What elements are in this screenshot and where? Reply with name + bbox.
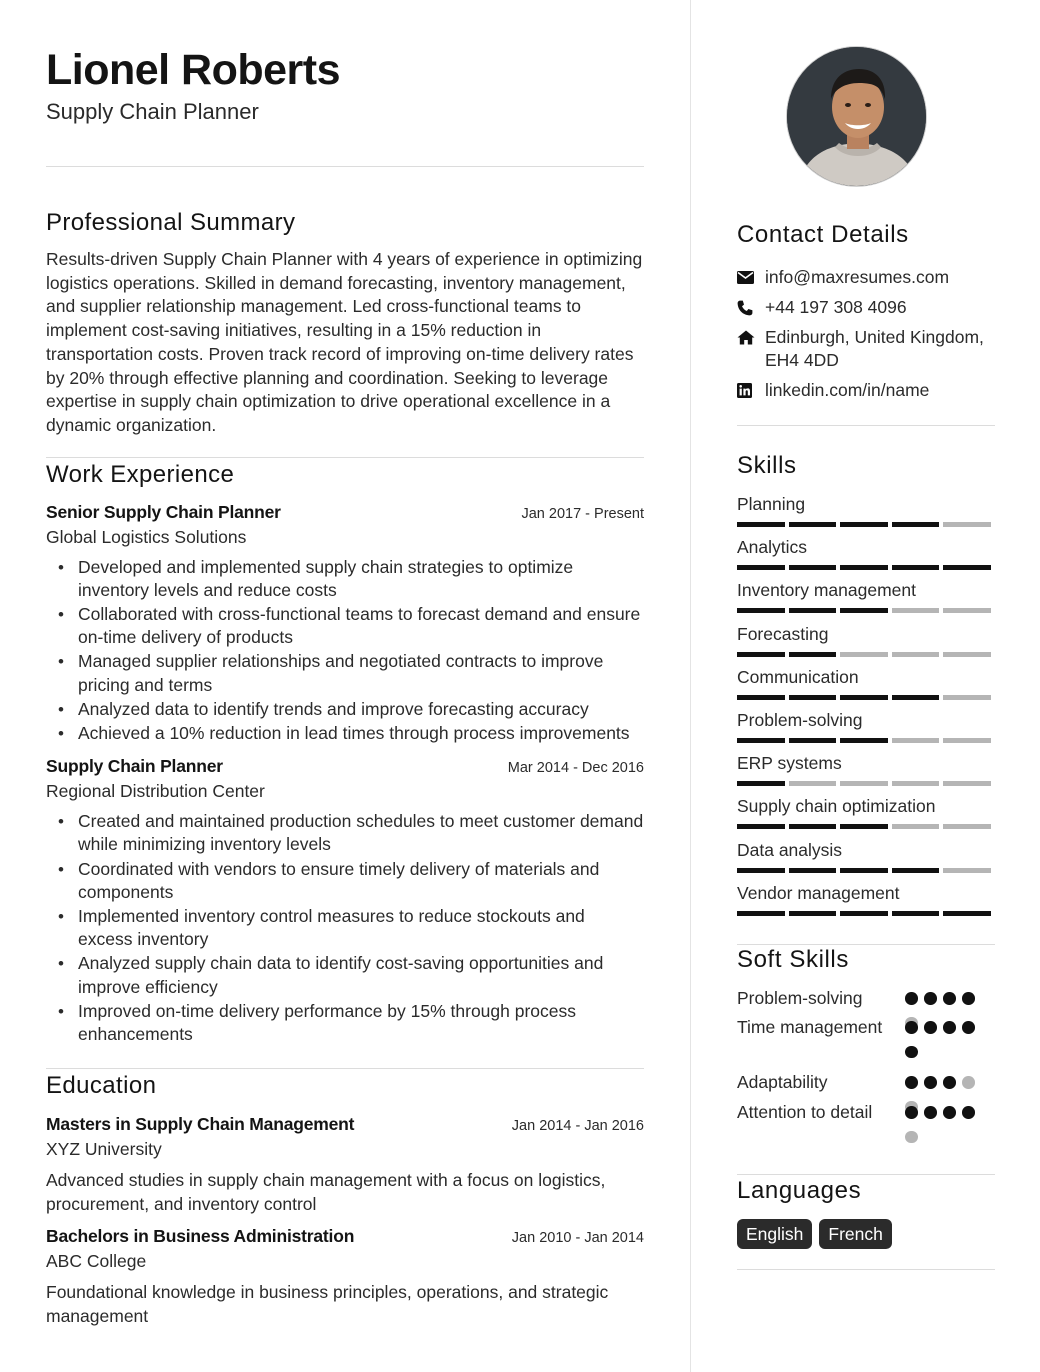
skill-name: Data analysis (737, 839, 843, 860)
bullet-item: • Created and maintained production schedules to meet customer demand while minimizing inventory levels (46, 810, 644, 857)
rating-dot (943, 1021, 956, 1034)
soft-skill-item (737, 1101, 995, 1151)
skill-item (737, 666, 995, 709)
skill-name: Supply chain optimization (737, 796, 936, 817)
skill-level-segment (943, 695, 991, 700)
skill-level-segment (943, 738, 991, 743)
rating-dot (905, 1076, 918, 1089)
job-bullets (46, 810, 644, 1046)
skill-item (737, 493, 995, 536)
skill-name: ERP systems (737, 753, 842, 774)
envelope-icon (737, 266, 765, 289)
bullet-item: • Analyzed data to identify trends and improve forecasting accuracy (46, 698, 644, 721)
skill-item (737, 709, 995, 752)
skill-level-segment (943, 608, 991, 613)
soft-skills-divider (737, 1174, 995, 1175)
phone-icon (737, 296, 765, 319)
skill-level-bar (737, 868, 995, 873)
education-divider (46, 1068, 644, 1069)
skill-name: Inventory management (737, 580, 916, 601)
bullet-item: • Analyzed supply chain data to identify cost-saving opportunities and improve efficiency (46, 952, 644, 999)
skill-level-segment (892, 911, 940, 916)
skill-level-segment (737, 911, 785, 916)
skill-item (737, 795, 995, 838)
bullet-item: • Developed and implemented supply chain strategies to optimize inventory levels and reduce costs (46, 556, 644, 603)
rating-dot (905, 1131, 918, 1144)
education-entry (46, 1114, 644, 1216)
skill-level-segment (840, 868, 888, 873)
school-name: ABC College (46, 1251, 147, 1272)
candidate-role: Supply Chain Planner (46, 99, 259, 124)
skill-level-segment (737, 565, 785, 570)
rating-dot (962, 1106, 975, 1119)
skill-level-segment (737, 695, 785, 700)
profile-photo (786, 46, 927, 187)
education-date: Jan 2014 - Jan 2016 (511, 1118, 644, 1135)
skill-level-segment (737, 781, 785, 786)
soft-skill-item (737, 1071, 995, 1101)
skill-level-bar (737, 781, 995, 786)
job-entry (46, 756, 644, 1046)
bullet-item: • Collaborated with cross-functional teams to forecast demand and ensure on-time delivery of products (46, 603, 644, 650)
summary-text: Results-driven Supply Chain Planner with 4 years of experience in optimizing logistics operations. Skilled in demand forecasting, inventory management, and supplier relationship management. Led cross-functional teams to implement cost-saving initiatives, resulting in a 15% reduction in transportation costs. Proven track record of improving on-time delivery rates by 20% through effective planning and coordination. Seeking to leverage expertise in supply chain optimization to drive operational excellence in a dynamic organization. (46, 249, 643, 435)
address-line-1: Edinburgh, United Kingdom, (765, 327, 984, 347)
skill-level-segment (789, 565, 837, 570)
education-date: Jan 2010 - Jan 2014 (511, 1230, 644, 1247)
bullet-item: • Implemented inventory control measures to reduce stockouts and excess inventory (46, 905, 644, 952)
rating-dot (905, 992, 918, 1005)
language-chip: English (737, 1219, 812, 1249)
soft-skills-list (737, 987, 995, 1151)
skill-level-bar (737, 824, 995, 829)
skill-item (737, 579, 995, 622)
skill-level-bar (737, 522, 995, 527)
job-company: Regional Distribution Center (46, 781, 265, 802)
skill-name: Problem-solving (737, 709, 863, 730)
education-title: Education (46, 1072, 157, 1100)
phone-text: +44 197 308 4096 (765, 297, 907, 317)
skill-level-segment (943, 565, 991, 570)
skill-name: Vendor management (737, 882, 900, 903)
soft-skill-rating (905, 1021, 981, 1058)
skill-level-segment (789, 738, 837, 743)
contact-address (737, 326, 995, 372)
skill-item (737, 882, 995, 925)
skill-level-segment (943, 911, 991, 916)
skill-level-segment (840, 781, 888, 786)
skill-level-segment (789, 608, 837, 613)
linkedin-text: linkedin.com/in/name (765, 380, 930, 400)
candidate-name: Lionel Roberts (46, 46, 341, 94)
job-company: Global Logistics Solutions (46, 526, 247, 547)
rating-dot (962, 1021, 975, 1034)
avatar-icon (787, 47, 927, 187)
bullet-item: • Coordinated with vendors to ensure timely delivery of materials and components (46, 858, 644, 905)
skill-level-segment (789, 652, 837, 657)
skill-level-segment (840, 565, 888, 570)
skill-name: Communication (737, 666, 859, 687)
contact-title: Contact Details (737, 221, 909, 248)
skill-level-segment (789, 824, 837, 829)
skill-level-segment (789, 911, 837, 916)
contact-linkedin[interactable] (737, 379, 995, 402)
skill-level-segment (892, 652, 940, 657)
skill-level-segment (737, 608, 785, 613)
soft-skill-name: Time management (737, 1017, 883, 1037)
degree-title: Masters in Supply Chain Management (46, 1114, 355, 1135)
skill-level-segment (943, 868, 991, 873)
languages-divider (737, 1269, 995, 1270)
skill-level-segment (943, 652, 991, 657)
rating-dot (905, 1021, 918, 1034)
skill-level-segment (943, 781, 991, 786)
soft-skill-item (737, 1016, 995, 1071)
contact-list (737, 266, 995, 409)
soft-skill-item (737, 987, 995, 1016)
bullet-item: • Improved on-time delivery performance by 15% through process enhancements (46, 1000, 644, 1047)
rating-dot (943, 1076, 956, 1089)
skill-level-segment (892, 565, 940, 570)
contact-phone[interactable] (737, 296, 995, 319)
skill-level-segment (892, 781, 940, 786)
skill-level-segment (789, 868, 837, 873)
soft-skill-name: Adaptability (737, 1072, 828, 1092)
job-entry (46, 502, 644, 746)
rating-dot (962, 992, 975, 1005)
skill-level-segment (892, 608, 940, 613)
rating-dot (924, 992, 937, 1005)
skill-level-segment (840, 652, 888, 657)
skill-level-bar (737, 652, 995, 657)
skill-level-bar (737, 695, 995, 700)
address-line-2: EH4 4DD (765, 350, 839, 370)
skill-level-segment (840, 911, 888, 916)
languages-title: Languages (737, 1177, 862, 1204)
languages-list (737, 1219, 892, 1249)
rating-dot (905, 1046, 918, 1059)
job-title: Senior Supply Chain Planner (46, 501, 281, 522)
job-date: Mar 2014 - Dec 2016 (507, 760, 644, 777)
skill-name: Analytics (737, 537, 808, 558)
contact-divider (737, 425, 995, 426)
education-description: Advanced studies in supply chain management with a focus on logistics, procurement, and inventory control (46, 1170, 606, 1215)
header-divider (46, 166, 644, 167)
skill-level-segment (892, 695, 940, 700)
skill-level-bar (737, 911, 995, 916)
skill-level-segment (789, 781, 837, 786)
email-text: info@maxresumes.com (765, 267, 950, 287)
soft-skills-title: Soft Skills (737, 946, 849, 973)
bullet-item: • Managed supplier relationships and negotiated contracts to improve pricing and terms (46, 650, 644, 697)
skill-level-segment (789, 695, 837, 700)
degree-title: Bachelors in Business Administration (46, 1226, 355, 1247)
skills-list (737, 493, 995, 925)
skill-level-segment (840, 738, 888, 743)
skill-level-bar (737, 608, 995, 613)
skill-level-bar (737, 565, 995, 570)
skill-level-segment (840, 522, 888, 527)
rating-dot (905, 1106, 918, 1119)
education-entry (46, 1226, 644, 1328)
skill-item (737, 623, 995, 666)
skill-item (737, 839, 995, 882)
skill-level-segment (943, 824, 991, 829)
contact-email[interactable] (737, 266, 995, 289)
work-divider (46, 457, 644, 458)
soft-skill-name: Problem-solving (737, 988, 863, 1008)
job-date: Jan 2017 - Present (521, 505, 644, 522)
summary-title: Professional Summary (46, 209, 296, 236)
rating-dot (943, 1106, 956, 1119)
skill-level-segment (892, 824, 940, 829)
skill-level-segment (892, 738, 940, 743)
skill-level-segment (789, 522, 837, 527)
main-column (46, 44, 644, 1328)
skill-item (737, 752, 995, 795)
work-title: Work Experience (46, 460, 235, 488)
soft-skill-name: Attention to detail (737, 1102, 873, 1122)
skill-level-segment (943, 522, 991, 527)
skill-level-segment (840, 824, 888, 829)
skill-name: Planning (737, 494, 806, 514)
job-bullets (46, 556, 644, 746)
language-chip: French (819, 1219, 891, 1249)
skill-level-segment (840, 608, 888, 613)
skill-level-bar (737, 738, 995, 743)
rating-dot (962, 1076, 975, 1089)
rating-dot (924, 1076, 937, 1089)
skill-level-segment (737, 738, 785, 743)
skill-level-segment (840, 695, 888, 700)
column-divider (690, 0, 691, 1372)
skill-item (737, 536, 995, 579)
skill-level-segment (737, 868, 785, 873)
soft-skill-rating (905, 1106, 981, 1143)
skill-name: Forecasting (737, 623, 829, 644)
skill-level-segment (737, 522, 785, 527)
rating-dot (943, 992, 956, 1005)
skill-level-segment (892, 868, 940, 873)
rating-dot (924, 1106, 937, 1119)
rating-dot (924, 1021, 937, 1034)
education-description: Foundational knowledge in business principles, operations, and strategic management (46, 1282, 609, 1327)
skills-title: Skills (737, 452, 797, 479)
job-title: Supply Chain Planner (46, 756, 223, 777)
skill-level-segment (892, 522, 940, 527)
skill-level-segment (737, 824, 785, 829)
linkedin-icon (737, 379, 765, 402)
skill-level-segment (737, 652, 785, 657)
school-name: XYZ University (46, 1139, 162, 1160)
home-icon (737, 326, 765, 349)
bullet-item: • Achieved a 10% reduction in lead times through process improvements (46, 722, 644, 745)
